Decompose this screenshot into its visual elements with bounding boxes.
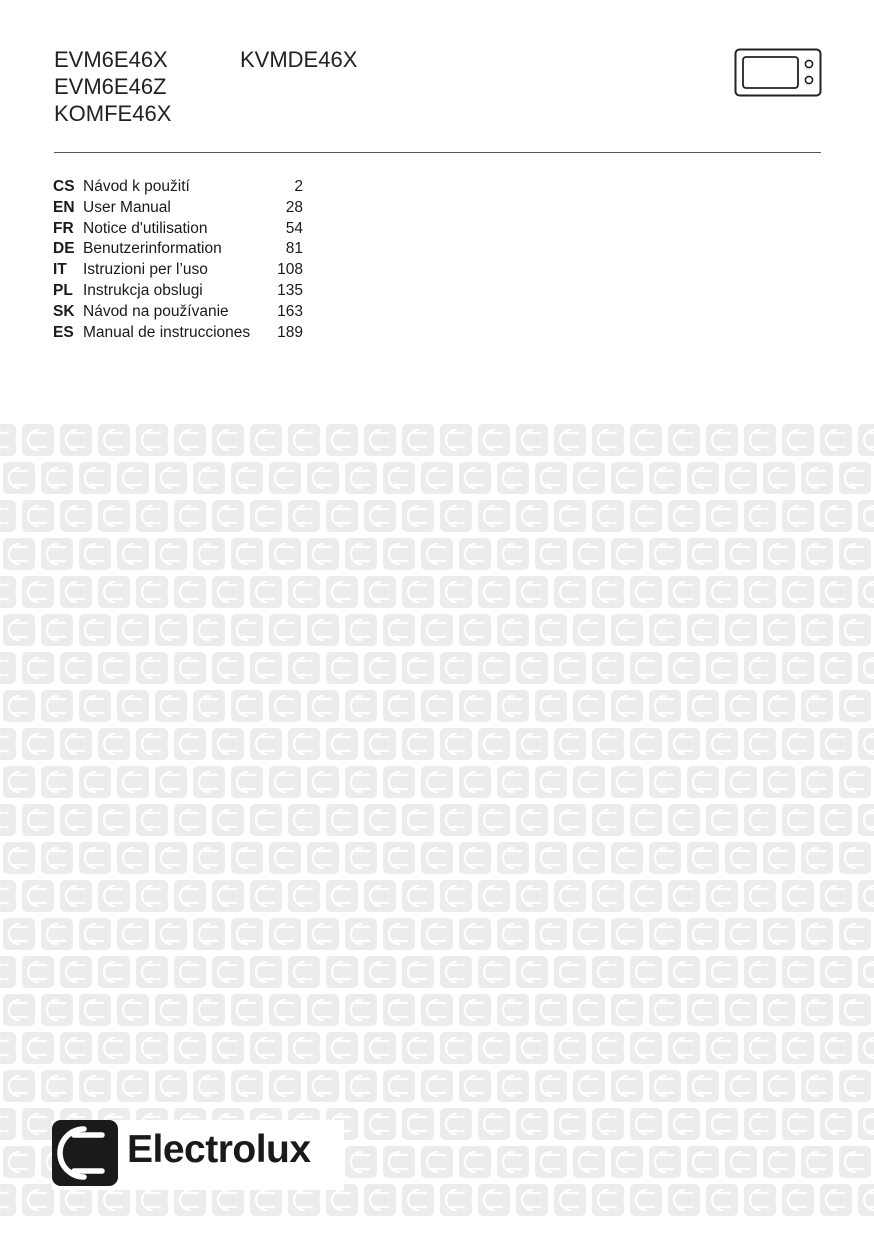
manual-title: Manual de instrucciones	[83, 323, 251, 341]
page-number: 163	[277, 302, 303, 320]
language-entry-de	[53, 239, 303, 260]
electrolux-logo-icon	[52, 1120, 118, 1186]
model-number: KVMDE46X	[240, 47, 358, 72]
page-number: 54	[285, 219, 303, 237]
page-number: 135	[277, 281, 303, 299]
language-entry-es	[53, 323, 303, 344]
language-code: DE	[53, 240, 75, 258]
manual-title: Istruzioni per l’uso	[83, 261, 208, 279]
page-number: 189	[277, 323, 303, 341]
language-index	[53, 177, 303, 343]
language-entry-en	[53, 198, 303, 219]
manual-title: Benutzerinformation	[83, 240, 222, 258]
page-number: 108	[277, 261, 303, 279]
language-code: ES	[53, 323, 74, 341]
logo-pattern-background	[0, 424, 874, 1218]
language-entry-fr	[53, 219, 303, 240]
manual-title: Návod na používanie	[83, 302, 229, 320]
page-number: 2	[294, 178, 303, 195]
page-number: 81	[285, 240, 303, 258]
manual-title: Návod k použití	[83, 178, 190, 195]
language-code: FR	[53, 219, 74, 237]
language-entry-sk	[53, 302, 303, 323]
language-code: SK	[53, 302, 75, 320]
model-number: KOMFE46X	[54, 101, 172, 126]
model-column-1	[54, 46, 171, 127]
microwave-oven-icon	[734, 48, 822, 98]
language-entry-pl	[53, 281, 303, 302]
language-code: CS	[53, 178, 75, 195]
manual-title: Instrukcja obslugi	[83, 281, 203, 299]
language-code: IT	[53, 261, 67, 279]
manual-title: Notice d'utilisation	[83, 219, 208, 237]
brand-name: Electrolux	[127, 1128, 311, 1171]
language-code: PL	[53, 281, 73, 299]
language-entry-it	[53, 260, 303, 281]
language-entry-cs	[53, 177, 303, 198]
brand-lockup	[52, 1120, 352, 1190]
model-number: EVM6E46Z	[54, 74, 167, 99]
language-code: EN	[53, 198, 75, 216]
model-number: EVM6E46X	[54, 47, 168, 72]
manual-title: User Manual	[83, 198, 171, 216]
header-divider	[54, 152, 821, 153]
page-number: 28	[285, 198, 303, 216]
model-column-2	[240, 46, 357, 73]
